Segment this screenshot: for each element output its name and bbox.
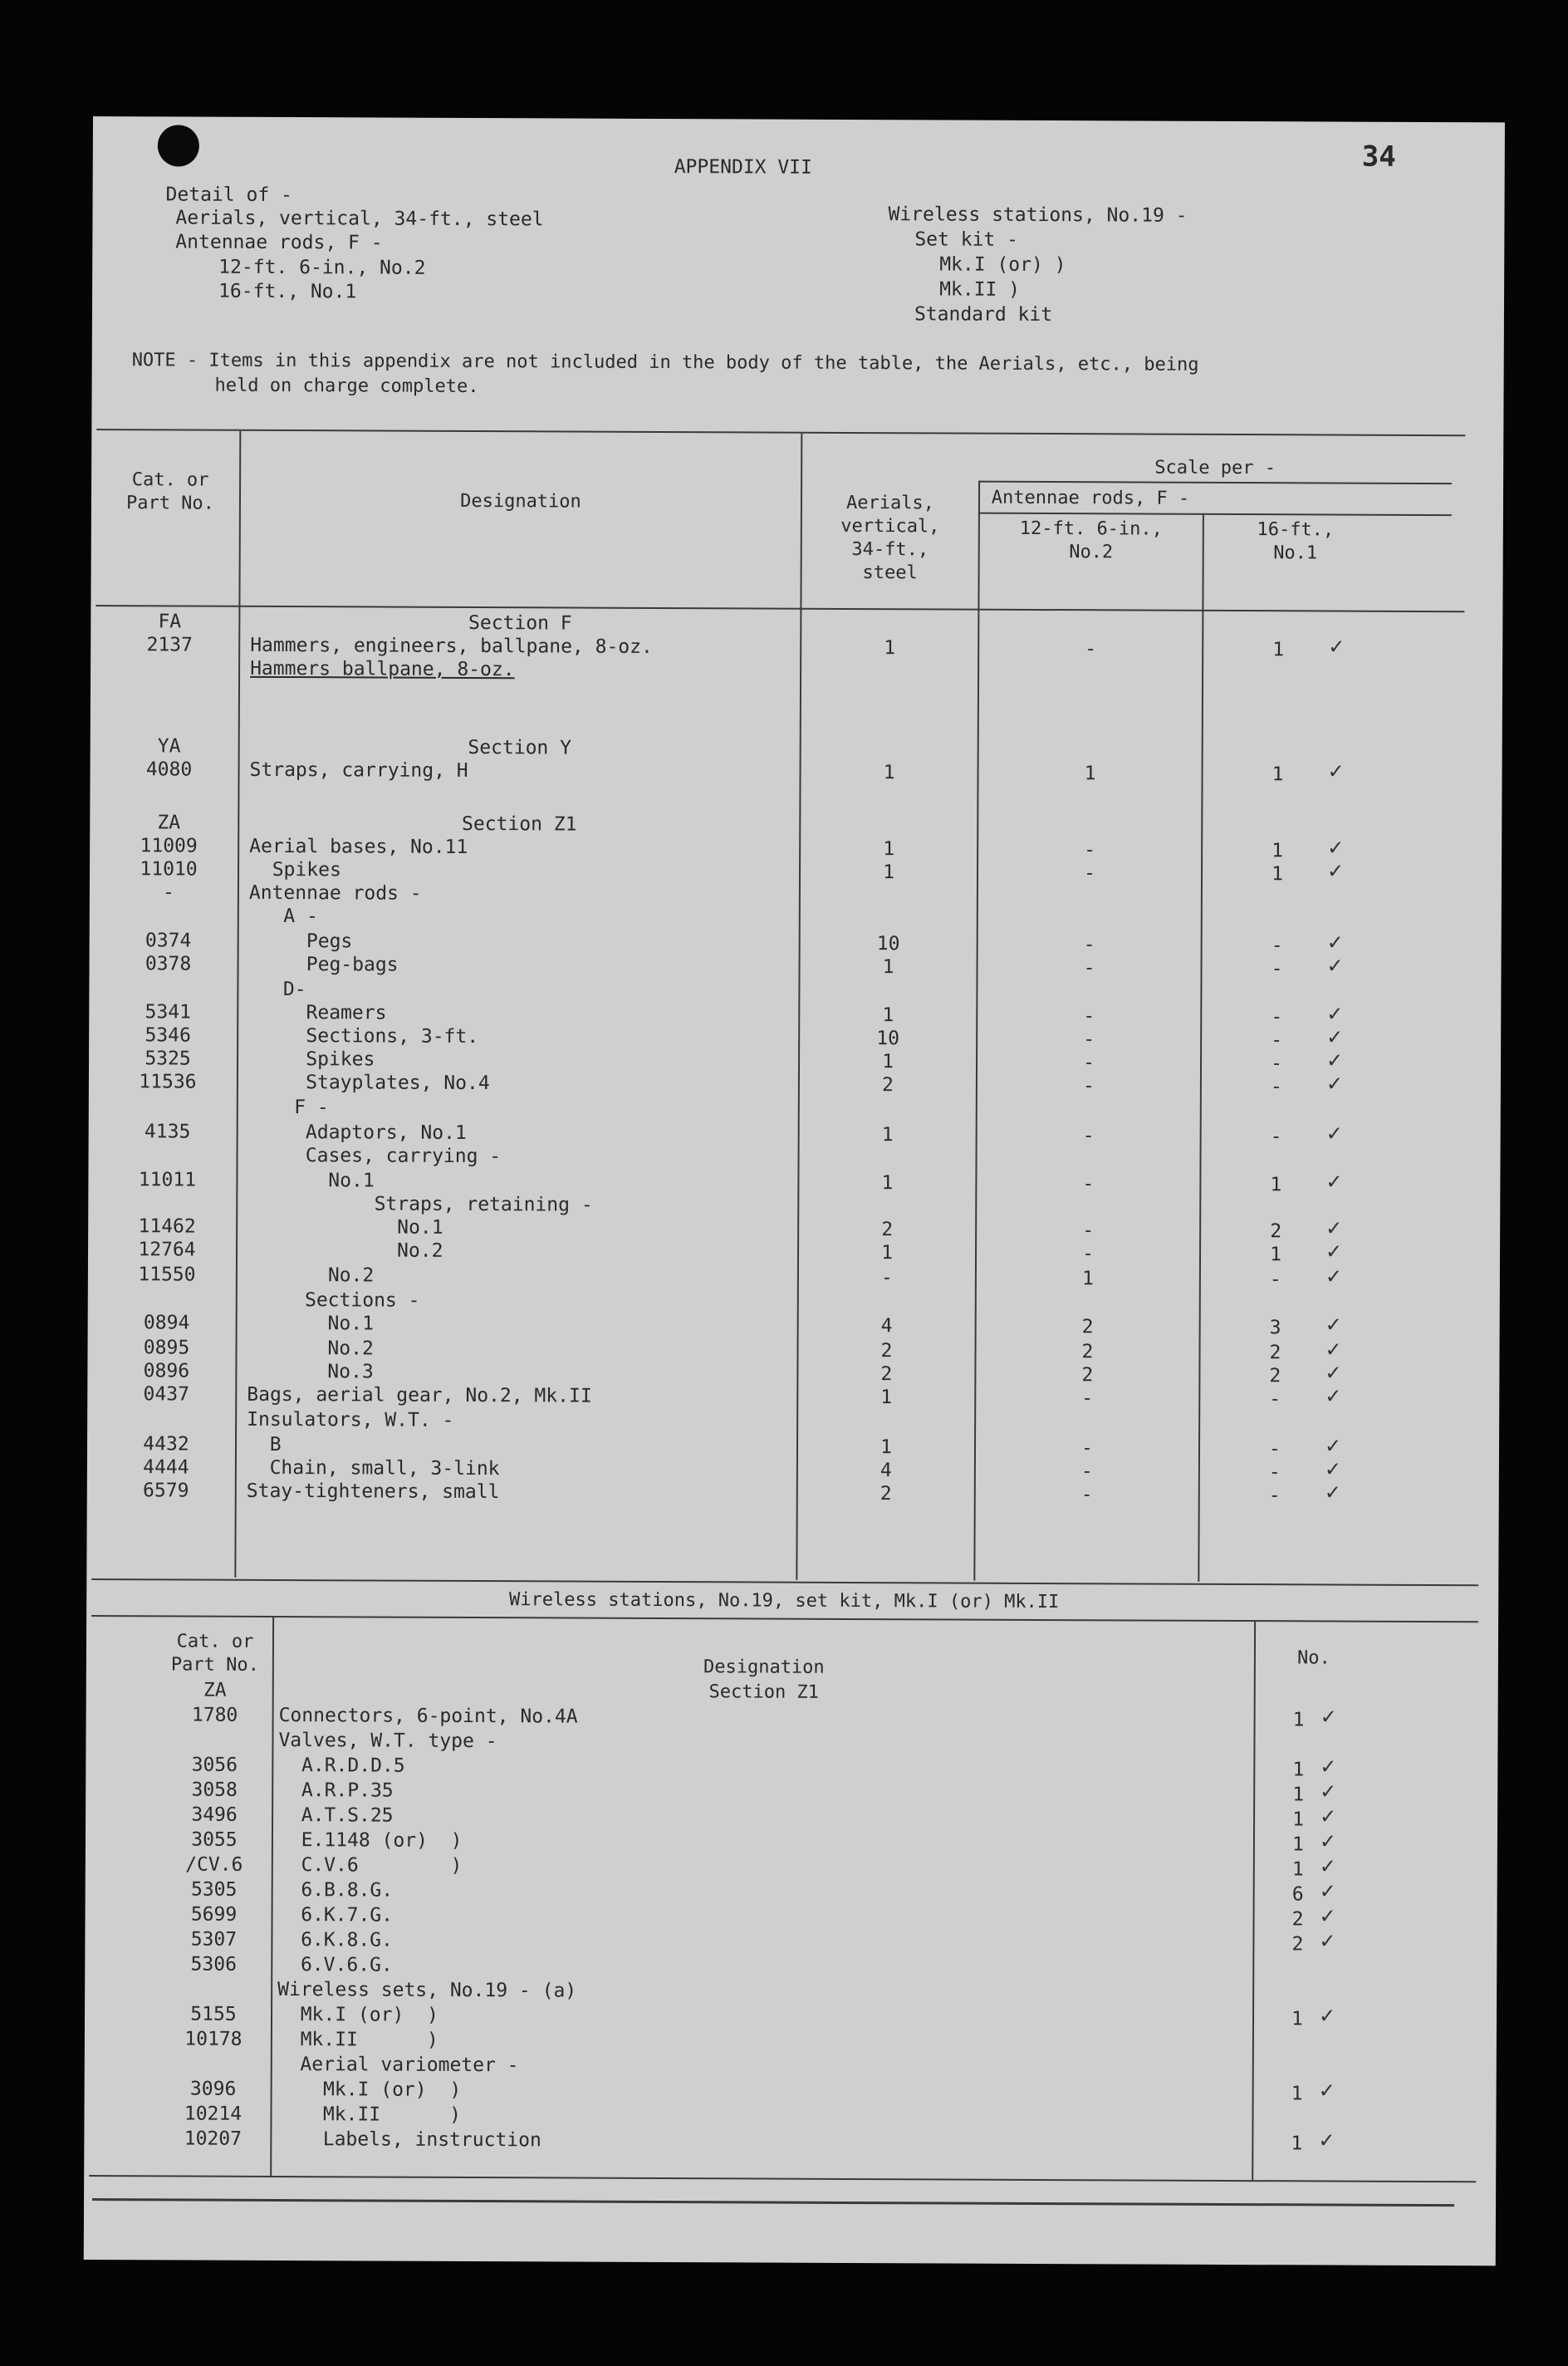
- t1-col-aerials: Aerials,: [845, 492, 935, 514]
- check-mark-icon: ✓: [1325, 1361, 1342, 1385]
- table1-cat-no: 11536: [139, 1071, 197, 1093]
- check-mark-icon: ✓: [1324, 1434, 1342, 1458]
- check-mark-icon: ✓: [1326, 1025, 1344, 1049]
- t1-col-12ft: No.2: [1069, 542, 1114, 563]
- table2-qty: 1: [1291, 1833, 1304, 1856]
- table1-qty-aerials: 1: [883, 762, 895, 784]
- table1-qty-16ft: -: [1268, 1461, 1281, 1484]
- table2-cat-no: 5699: [190, 1903, 238, 1926]
- t1-col-cat: Part No.: [125, 493, 215, 514]
- t1-col-12ft: 12-ft. 6-in.,: [1019, 518, 1163, 540]
- table1-qty-12ft: -: [1083, 934, 1095, 956]
- table1-cat-no: 0896: [143, 1360, 190, 1382]
- table2-qty: 1: [1292, 1709, 1305, 1731]
- table1-qty-aerials: 1: [881, 1124, 894, 1146]
- header-left-line: 12-ft. 6-in., No.2: [218, 256, 426, 279]
- check-mark-icon: ✓: [1325, 1313, 1342, 1337]
- table1-qty-16ft: 2: [1269, 1365, 1281, 1387]
- check-mark-icon: ✓: [1319, 1879, 1336, 1903]
- table1-scale-rule: [978, 481, 1452, 484]
- table1-qty-aerials: 1: [883, 861, 895, 884]
- header-right-line: Wireless stations, No.19 -: [888, 204, 1188, 227]
- check-mark-icon: ✓: [1327, 836, 1345, 860]
- table1-qty-12ft: 2: [1081, 1364, 1094, 1387]
- table1-qty-12ft: -: [1083, 1052, 1095, 1074]
- t1-col-designation: Designation: [460, 490, 581, 513]
- table1-qty-16ft: 1: [1272, 763, 1284, 786]
- check-mark-icon: ✓: [1325, 1239, 1343, 1264]
- t1-scale-per: Scale per -: [1154, 457, 1276, 479]
- table1-designation: Peg-bags: [248, 953, 399, 976]
- table1-cat-no: 0437: [143, 1383, 190, 1406]
- check-mark-icon: ✓: [1324, 1457, 1342, 1481]
- table2-designation: A.R.P.35: [278, 1779, 394, 1802]
- table1-qty-16ft: 2: [1270, 1220, 1282, 1243]
- table1-designation: Reamers: [248, 1001, 387, 1024]
- table2-qty: 2: [1291, 1908, 1304, 1931]
- table1-qty-16ft: -: [1269, 1269, 1281, 1291]
- t2-col-cat: Cat. or: [176, 1631, 254, 1652]
- table1-qty-16ft: -: [1268, 1485, 1281, 1507]
- table1-designation: Pegs: [248, 930, 353, 953]
- check-mark-icon: ✓: [1318, 2004, 1336, 2028]
- table1-qty-aerials: 4: [880, 1460, 892, 1482]
- table2-designation: Wireless sets, No.19 - (a): [277, 1978, 577, 2002]
- table1-qty-12ft: -: [1085, 638, 1097, 660]
- table2-bottom-rule: [89, 2175, 1476, 2182]
- table2-qty: 1: [1291, 1858, 1304, 1881]
- table2-designation: A.R.D.D.5: [278, 1754, 405, 1777]
- table1-qty-16ft: -: [1271, 935, 1283, 957]
- table1-qty-16ft: 1: [1272, 863, 1284, 886]
- table1-cat-no: 11462: [138, 1215, 196, 1238]
- table1-designation: No.1: [247, 1312, 375, 1335]
- table1-qty-12ft: -: [1081, 1387, 1094, 1410]
- table1-qty-16ft: 3: [1269, 1317, 1281, 1339]
- check-mark-icon: ✓: [1320, 1804, 1337, 1828]
- table1-qty-12ft: -: [1083, 1005, 1095, 1028]
- check-mark-icon: ✓: [1327, 759, 1345, 783]
- table2-designation: Aerial variometer -: [277, 2053, 519, 2077]
- table2-designation: C.V.6 ): [277, 1853, 463, 1877]
- table1-qty-16ft: -: [1271, 1029, 1283, 1052]
- table1-cat-no: 4135: [144, 1121, 191, 1143]
- table1-qty-12ft: -: [1081, 1437, 1093, 1460]
- table2-qty: 1: [1291, 2133, 1303, 2155]
- table1-qty-16ft: 1: [1272, 639, 1285, 661]
- table1-qty-16ft: -: [1270, 1076, 1282, 1098]
- header-left-line: Aerials, vertical, 34-ft., steel: [175, 207, 544, 231]
- table1-qty-12ft: -: [1082, 1075, 1095, 1097]
- table2-cat-no: 10214: [184, 2103, 243, 2125]
- table1-cat-no: 0378: [145, 953, 192, 975]
- table1-cat-no: 11011: [138, 1169, 197, 1191]
- table2-qty: 2: [1291, 1933, 1304, 1956]
- header-left-line: 16-ft., No.1: [218, 280, 357, 303]
- table1-qty-aerials: 1: [880, 1387, 893, 1409]
- table1-qty-16ft: -: [1271, 1006, 1283, 1028]
- check-mark-icon: ✓: [1319, 1929, 1336, 1953]
- table1-designation: F -: [247, 1096, 329, 1119]
- t1-col-16ft: 16-ft.,: [1257, 519, 1335, 541]
- table1-cat-no: 5346: [145, 1024, 191, 1047]
- table1-designation: Stay-tighteners, small: [246, 1480, 500, 1504]
- table1-designation: No.3: [247, 1360, 374, 1383]
- table2-qty: 6: [1291, 1883, 1304, 1906]
- table2-cat-no: 10178: [184, 2028, 243, 2050]
- table1-qty-16ft: 2: [1269, 1342, 1281, 1364]
- table2-designation: 6.B.8.G.: [277, 1878, 394, 1902]
- table1-qty-12ft: -: [1084, 862, 1096, 885]
- table1-qty-12ft: 2: [1081, 1341, 1094, 1363]
- table2-cat-no: 10207: [184, 2128, 243, 2150]
- check-mark-icon: ✓: [1328, 635, 1345, 659]
- table1-qty-12ft: 1: [1081, 1268, 1094, 1290]
- table1-qty-12ft: -: [1080, 1484, 1093, 1506]
- check-mark-icon: ✓: [1325, 1122, 1343, 1146]
- table1-designation: Straps, retaining -: [247, 1192, 593, 1216]
- table2-qty: 1: [1291, 2083, 1303, 2105]
- table1-designation: Hammers, engineers, ballpane, 8-oz.: [250, 634, 653, 658]
- table1-qty-aerials: -: [880, 1267, 893, 1289]
- table2-designation: 6.K.7.G.: [277, 1903, 394, 1927]
- table1-qty-aerials: 2: [880, 1483, 892, 1505]
- header-right-line: Mk.I (or) ): [939, 253, 1066, 277]
- table2-cat-no: 5307: [190, 1928, 238, 1951]
- table1-qty-aerials: 2: [880, 1340, 893, 1362]
- table2-cat-no: 3055: [191, 1828, 238, 1851]
- t1-col-aerials: 34-ft.,: [851, 538, 929, 561]
- table1-cat-no: 0374: [145, 930, 192, 952]
- table1-designation: Antennae rods -: [248, 881, 422, 905]
- t1-col-cat: Cat. or: [131, 469, 209, 491]
- table1-designation: No.1: [247, 1169, 375, 1192]
- check-mark-icon: ✓: [1325, 1338, 1342, 1362]
- table1-qty-aerials: 1: [880, 1436, 892, 1459]
- table1-qty-12ft: -: [1083, 957, 1095, 979]
- table1-designation: No.1: [247, 1215, 443, 1239]
- table1-designation: No.2: [247, 1337, 374, 1360]
- table1-top-rule: [96, 429, 1465, 436]
- table1-qty-aerials: 1: [882, 1051, 894, 1073]
- table1-cat-no: YA: [157, 735, 181, 758]
- table1-cat-no: 11010: [140, 858, 198, 881]
- table2-title: Wireless stations, No.19, set kit, Mk.I (or) Mk.II: [509, 1589, 1060, 1613]
- table1-cat-no: 5325: [145, 1048, 191, 1070]
- check-mark-icon: ✓: [1326, 1002, 1344, 1026]
- table1-designation: Section Z1: [461, 812, 577, 836]
- table1-cat-no: -: [162, 881, 174, 904]
- table2-cat-no: 3096: [189, 2078, 237, 2100]
- table1-qty-12ft: -: [1082, 1243, 1095, 1265]
- table1-qty-12ft: -: [1082, 1173, 1095, 1195]
- table2-top-rule: [91, 1578, 1478, 1586]
- table1-qty-aerials: 1: [881, 1242, 894, 1264]
- table1-qty-16ft: 1: [1270, 1244, 1282, 1266]
- t2-col-cat: Part No.: [170, 1654, 259, 1676]
- table1-designation: Section F: [468, 611, 572, 635]
- table1-designation: No.2: [247, 1264, 375, 1287]
- table2-cat-no: 5306: [190, 1953, 238, 1976]
- check-mark-icon: ✓: [1320, 1755, 1337, 1779]
- table2-cat-no: /CV.6: [185, 1853, 243, 1876]
- table1-designation: D-: [248, 978, 306, 1001]
- header-right-line: Set kit -: [914, 228, 1019, 251]
- check-mark-icon: ✓: [1325, 1048, 1344, 1073]
- table1-cat-no: 11550: [138, 1264, 196, 1286]
- table1-cat-no: FA: [158, 611, 182, 633]
- table1-designation: No.2: [247, 1239, 443, 1262]
- table1-qty-12ft: -: [1082, 1125, 1095, 1147]
- page-number: 34: [1361, 140, 1396, 174]
- table1-designation: A -: [248, 905, 318, 928]
- table1-qty-aerials: 2: [880, 1363, 893, 1386]
- table1-cat-no: ZA: [157, 812, 181, 834]
- table1-qty-aerials: 2: [881, 1219, 894, 1241]
- table2-designation: E.1148 (or) ): [277, 1828, 463, 1852]
- table1-qty-aerials: 10: [876, 933, 900, 955]
- table1-designation: Sections, 3-ft.: [248, 1024, 479, 1048]
- t2-col-designation: Designation: [703, 1657, 825, 1678]
- table1-cat-no: 4432: [143, 1433, 189, 1455]
- table1-designation: Sections -: [247, 1289, 420, 1312]
- check-mark-icon: ✓: [1318, 2128, 1335, 2152]
- document-page: [84, 116, 1505, 2265]
- table2-qty: 1: [1291, 2008, 1303, 2030]
- check-mark-icon: ✓: [1325, 1072, 1344, 1096]
- table2-designation: Mk.II ): [277, 2103, 462, 2126]
- table1-designation: Insulators, W.T. -: [247, 1408, 454, 1431]
- table1-designation: B: [246, 1433, 282, 1456]
- table2-cat-no: 5305: [190, 1878, 238, 1901]
- check-mark-icon: ✓: [1324, 1480, 1341, 1505]
- table1-qty-16ft: 1: [1270, 1174, 1282, 1196]
- t2-section: Section Z1: [708, 1681, 820, 1703]
- table1-qty-12ft: 2: [1081, 1316, 1094, 1338]
- table1-qty-12ft: 1: [1084, 763, 1096, 785]
- check-mark-icon: ✓: [1326, 954, 1344, 978]
- table1-qty-16ft: -: [1270, 1126, 1282, 1148]
- table1-cat-no: 2137: [146, 634, 193, 656]
- check-mark-icon: ✓: [1318, 2079, 1335, 2103]
- table1-cat-no: 5341: [145, 1001, 192, 1023]
- table1-qty-aerials: 1: [882, 1004, 894, 1027]
- t2-col-no: No.: [1296, 1647, 1330, 1669]
- punch-hole: [158, 125, 199, 166]
- table2-designation: 6.V.6.G.: [277, 1953, 393, 1976]
- table1-cat-no: 0894: [143, 1312, 190, 1334]
- table2-cat-no: 3496: [191, 1804, 238, 1826]
- table1-qty-12ft: -: [1082, 1220, 1095, 1242]
- check-mark-icon: ✓: [1325, 1384, 1342, 1408]
- table2-qty: 1: [1292, 1759, 1305, 1781]
- check-mark-icon: ✓: [1326, 859, 1345, 883]
- table2-designation: Mk.I (or) ): [277, 2003, 439, 2026]
- table1-designation: Cases, carrying -: [247, 1144, 502, 1168]
- table1-qty-12ft: -: [1083, 1028, 1095, 1051]
- table2-designation: Connectors, 6-point, No.4A: [278, 1704, 578, 1728]
- check-mark-icon: ✓: [1319, 1904, 1336, 1928]
- table2-designation: Mk.I (or) ): [277, 2078, 462, 2101]
- table1-qty-16ft: -: [1269, 1438, 1281, 1460]
- table1-cat-no: 12764: [138, 1239, 196, 1261]
- table1-col-rule: [234, 431, 241, 1578]
- table1-designation: Stayplates, No.4: [247, 1071, 490, 1095]
- appendix-title: APPENDIX VII: [674, 156, 812, 179]
- table2-header-top-rule: [91, 1615, 1478, 1622]
- table1-designation: Section Y: [468, 736, 572, 759]
- table1-qty-aerials: 1: [884, 637, 896, 660]
- table1-designation: Straps, carrying, H: [249, 758, 468, 782]
- table2-designation: A.T.S.25: [278, 1804, 394, 1827]
- t1-col-16ft: No.1: [1273, 542, 1318, 564]
- header-right-line: Standard kit: [914, 303, 1053, 326]
- check-mark-icon: ✓: [1319, 1829, 1337, 1853]
- table1-designation: Bags, aerial gear, No.2, Mk.II: [247, 1383, 592, 1407]
- table2-cat-no: 3056: [191, 1754, 238, 1776]
- table1-qty-aerials: 2: [881, 1074, 894, 1097]
- check-mark-icon: ✓: [1319, 1854, 1336, 1878]
- table2-cat-no: 5155: [190, 2003, 237, 2025]
- check-mark-icon: ✓: [1325, 1170, 1343, 1194]
- table1-designation: Hammers ballpane, 8-oz.: [250, 657, 515, 681]
- table2-cat-no: 1780: [191, 1704, 238, 1726]
- header-right-line: Mk.II ): [939, 278, 1021, 301]
- table2-cat-no: 3058: [191, 1779, 238, 1801]
- check-mark-icon: ✓: [1326, 930, 1344, 955]
- table2-designation: Mk.II ): [277, 2028, 439, 2051]
- table1-qty-16ft: -: [1271, 1053, 1283, 1075]
- header-left-line: Detail of -: [165, 184, 292, 207]
- header-left-line: Antennae rods, F -: [175, 231, 383, 254]
- table1-qty-aerials: 10: [876, 1028, 900, 1050]
- table1-designation: Aerial bases, No.11: [249, 835, 468, 858]
- table1-designation: Chain, small, 3-link: [246, 1456, 500, 1480]
- t1-antennae-rods: Antennae rods, F -: [991, 487, 1190, 509]
- table1-qty-aerials: 1: [881, 1172, 894, 1195]
- table2-cat-no: ZA: [203, 1679, 227, 1701]
- table1-qty-12ft: -: [1084, 839, 1096, 861]
- table1-qty-16ft: 1: [1272, 840, 1284, 862]
- table1-designation: Spikes: [248, 858, 341, 881]
- page-bottom-rule: [92, 2198, 1454, 2206]
- table1-cat-no: 6579: [143, 1480, 189, 1502]
- table2-qty: 1: [1292, 1809, 1305, 1831]
- note-line: NOTE - Items in this appendix are not included in the body of the table, the Aerials, etc., being: [131, 350, 1199, 376]
- table1-cat-no: 0895: [143, 1337, 190, 1359]
- table1-designation: Adaptors, No.1: [247, 1121, 467, 1144]
- table2-qty: 1: [1292, 1784, 1305, 1806]
- check-mark-icon: ✓: [1320, 1705, 1337, 1729]
- check-mark-icon: ✓: [1325, 1216, 1343, 1240]
- t1-col-aerials: steel: [862, 562, 918, 584]
- table1-cat-no: 11009: [140, 835, 198, 857]
- table1-qty-12ft: -: [1080, 1460, 1093, 1483]
- table1-qty-16ft: -: [1269, 1388, 1281, 1411]
- table1-cat-no: 4444: [143, 1456, 189, 1479]
- table2-designation: 6.K.8.G.: [277, 1928, 393, 1951]
- table1-qty-aerials: 1: [882, 956, 894, 979]
- table2-designation: Valves, W.T. type -: [278, 1729, 497, 1753]
- table1-cat-no: 4080: [145, 758, 193, 781]
- table2-designation: Labels, instruction: [277, 2128, 541, 2152]
- t1-col-aerials: vertical,: [840, 515, 940, 538]
- table1-rods-rule: [978, 513, 1452, 516]
- note-line: held on charge complete.: [214, 375, 479, 398]
- check-mark-icon: ✓: [1320, 1779, 1337, 1804]
- table1-designation: Spikes: [247, 1048, 375, 1071]
- table1-qty-16ft: -: [1271, 958, 1283, 980]
- table1-qty-aerials: 1: [883, 838, 895, 861]
- table1-qty-aerials: 4: [880, 1315, 893, 1338]
- check-mark-icon: ✓: [1325, 1264, 1343, 1289]
